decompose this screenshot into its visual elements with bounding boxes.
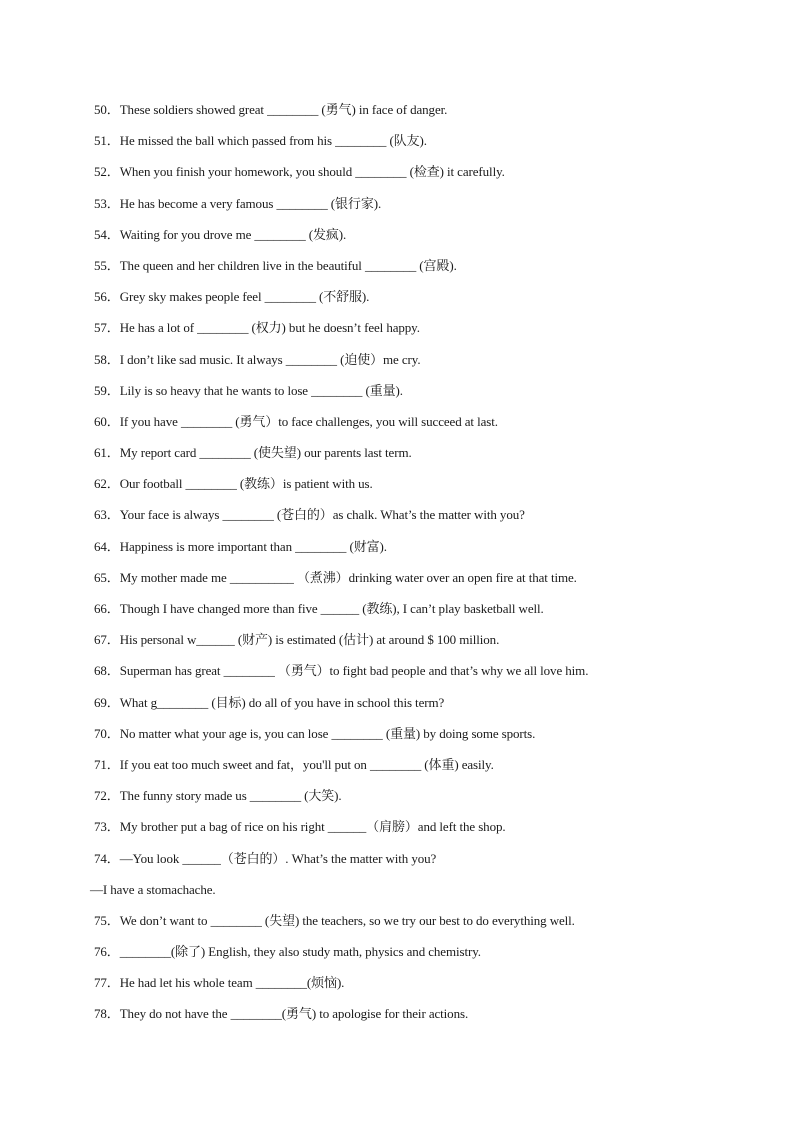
- question-77: 77．He had let his whole team ________(烦恼).: [94, 975, 345, 991]
- question-64: 64．Happiness is more important than ________ (财富).: [94, 538, 387, 554]
- question-68: 68．Superman has great ________ （勇气）to fight bad people and that’s why we all love him.: [94, 663, 589, 679]
- question-65: 65．My mother made me __________ （煮沸）drinking water over an open fire at that time.: [94, 569, 577, 585]
- question-54: 54．Waiting for you drove me ________ (发疯).: [94, 226, 347, 242]
- question-74-answer: —I have a stomachache.: [90, 881, 216, 897]
- question-78: 78．They do not have the ________(勇气) to apologise for their actions.: [94, 1006, 469, 1022]
- question-75: 75．We don’t want to ________ (失望) the teachers, so we try our best to do everything well.: [94, 912, 575, 928]
- question-51: 51．He missed the ball which passed from his ________ (队友).: [94, 133, 427, 149]
- question-63: 63．Your face is always ________ (苍白的）as chalk. What’s the matter with you?: [94, 507, 525, 523]
- question-50: 50．These soldiers showed great ________ (勇气) in face of danger.: [94, 102, 448, 117]
- question-57: 57．He has a lot of ________ (权力) but he doesn’t feel happy.: [94, 320, 420, 336]
- question-60: 60．If you have ________ (勇气）to face challenges, you will succeed at last.: [94, 413, 498, 429]
- question-67: 67．His personal w______ (财产) is estimated (估计) at around $ 100 million.: [94, 632, 500, 648]
- question-71: 71．If you eat too much sweet and fat，you'll put on ________ (体重) easily.: [94, 756, 494, 772]
- question-52: 52．When you finish your homework, you should ________ (检查) it carefully.: [94, 164, 505, 180]
- question-69: 69．What g________ (目标) do all of you have in school this term?: [94, 694, 445, 710]
- question-76: 76．________(除了) English, they also study math, physics and chemistry.: [94, 944, 481, 960]
- question-58: 58．I don’t like sad music. It always ________ (迫使）me cry.: [94, 351, 421, 367]
- question-74: 74．—You look ______（苍白的）. What’s the matter with you?: [94, 850, 437, 866]
- question-72: 72．The funny story made us ________ (大笑).: [94, 788, 342, 804]
- question-56: 56．Grey sky makes people feel ________ (不舒服).: [94, 289, 370, 305]
- question-53: 53．He has become a very famous ________ (银行家).: [94, 195, 382, 211]
- question-list: [90, 101, 774, 1037]
- question-55: 55．The queen and her children live in the beautiful ________ (宫殿).: [94, 257, 457, 273]
- question-66: 66．Though I have changed more than five ______ (教练), I can’t play basketball well.: [94, 601, 544, 616]
- question-62: 62．Our football ________ (教练）is patient with us.: [94, 476, 373, 492]
- question-61: 61．My report card ________ (使失望) our parents last term.: [94, 445, 412, 461]
- question-70: 70．No matter what your age is, you can lose ________ (重量) by doing some sports.: [94, 725, 536, 741]
- question-59: 59．Lily is so heavy that he wants to lose ________ (重量).: [94, 382, 403, 398]
- question-73: 73．My brother put a bag of rice on his right ______（肩膀）and left the shop.: [94, 819, 506, 835]
